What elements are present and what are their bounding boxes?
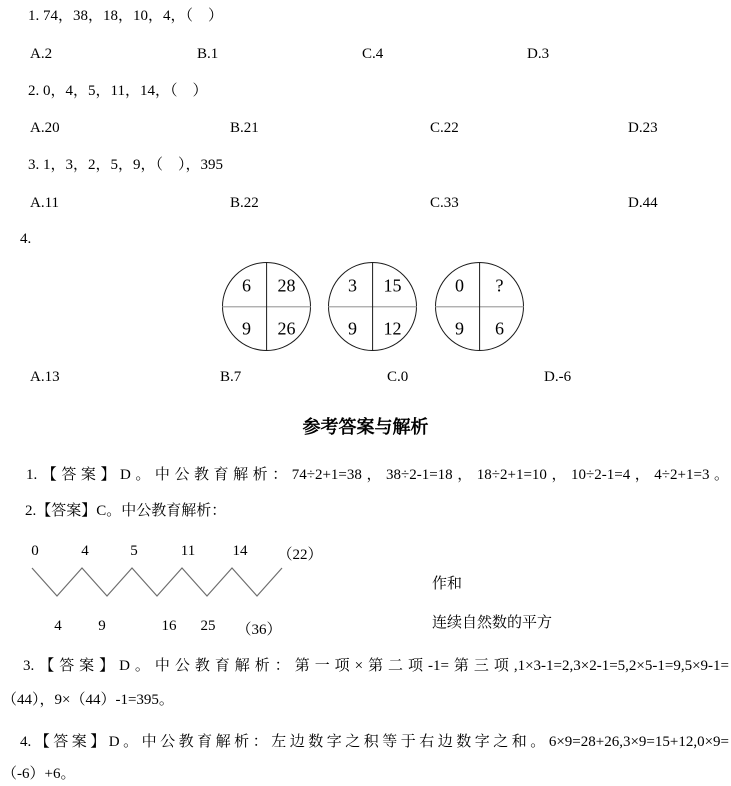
answer-2-intro: 2.【答案】C。中公教育解析： — [25, 503, 227, 519]
question-1-stem: 1. 74，38，18，10，4，（ ） — [28, 8, 224, 24]
vertical-divider — [266, 262, 268, 351]
circle-1-bottom-right: 26 — [277, 318, 296, 339]
circle-2-bottom-right: 12 — [383, 318, 402, 339]
question-4-option-a: A.13 — [30, 369, 60, 385]
question-1-option-b: B.1 — [197, 46, 219, 62]
question-3-option-a: A.11 — [30, 195, 60, 211]
circle-1-top-right: 28 — [277, 275, 296, 296]
squares-relation-label: 连续自然数的平方 — [432, 615, 553, 631]
circle-1 — [222, 262, 311, 351]
circle-2-bottom-left: 9 — [347, 318, 357, 339]
answer-4-line2: （-6）+6。 — [2, 766, 76, 782]
question-1-option-d: D.3 — [527, 46, 550, 62]
answers-heading: 参考答案与解析 — [302, 417, 429, 437]
sequence-top-value: 14 — [232, 543, 248, 559]
vertical-divider — [479, 262, 481, 351]
sequence-bottom-value: 4 — [54, 618, 62, 634]
question-4-option-c: C.0 — [387, 369, 409, 385]
answer-1-text: 1.【答案】D。中公教育解析：74÷2+1=38，38÷2-1=18，18÷2+1=10，10÷2-1=4，4÷2+1=3。 — [26, 467, 729, 483]
sum-relation-label: 作和 — [432, 576, 463, 592]
question-4-number: 4. — [20, 231, 32, 247]
circle-3-bottom-right: 6 — [495, 318, 504, 339]
question-2-option-a: A.20 — [30, 120, 60, 136]
sequence-top-value: 0 — [31, 543, 39, 559]
sequence-bottom-value: 25 — [200, 618, 216, 634]
circle-2-top-left: 3 — [347, 275, 357, 296]
answer-3-line1: 3.【答案】D。中公教育解析：第一项×第二项-1=第三项,1×3-1=2,3×2-1=5,2×5-1=9,5×9-1= — [23, 658, 729, 674]
circle-1-top-left: 6 — [241, 275, 251, 296]
question-3-stem: 3. 1，3，2，5，9，（ ），395 — [28, 157, 224, 173]
sequence-bottom-value: 16 — [161, 618, 177, 634]
vertical-divider — [372, 262, 374, 351]
question-3-option-c: C.33 — [430, 195, 459, 211]
sequence-top-value: 5 — [130, 543, 138, 559]
question-1-option-c: C.4 — [362, 46, 384, 62]
sequence-top-value: 4 — [81, 543, 89, 559]
sequence-bottom-value: （36） — [236, 622, 282, 638]
question-2-option-d: D.23 — [628, 120, 658, 136]
circle-3-bottom-left: 9 — [454, 318, 464, 339]
question-3-option-d: D.44 — [628, 195, 658, 211]
answer-4-line1: 4.【答案】D。中公教育解析：左边数字之积等于右边数字之和。6×9=28+26,3×9=15+12,0×9= — [20, 734, 729, 750]
question-4-option-b: B.7 — [220, 369, 242, 385]
circle-3 — [435, 262, 524, 351]
sequence-top-value: （22） — [277, 547, 323, 563]
question-2-option-c: C.22 — [430, 120, 459, 136]
answer-3-line2: （44），9×（44）-1=395。 — [2, 692, 174, 708]
question-4-option-d: D.-6 — [544, 369, 572, 385]
circle-3-question-mark: ? — [495, 275, 504, 296]
question-3-option-b: B.22 — [230, 195, 259, 211]
question-2-stem: 2. 0，4，5，11，14，（ ） — [28, 83, 208, 99]
question-2-option-b: B.21 — [230, 120, 259, 136]
circle-2-top-right: 15 — [383, 275, 402, 296]
circle-1-bottom-left: 9 — [241, 318, 251, 339]
circle-2 — [328, 262, 417, 351]
circle-3-top-left: 0 — [454, 275, 464, 296]
question-1-option-a: A.2 — [30, 46, 53, 62]
zigzag-line — [25, 563, 290, 603]
sequence-top-value: 11 — [180, 543, 196, 559]
sequence-bottom-value: 9 — [98, 618, 106, 634]
